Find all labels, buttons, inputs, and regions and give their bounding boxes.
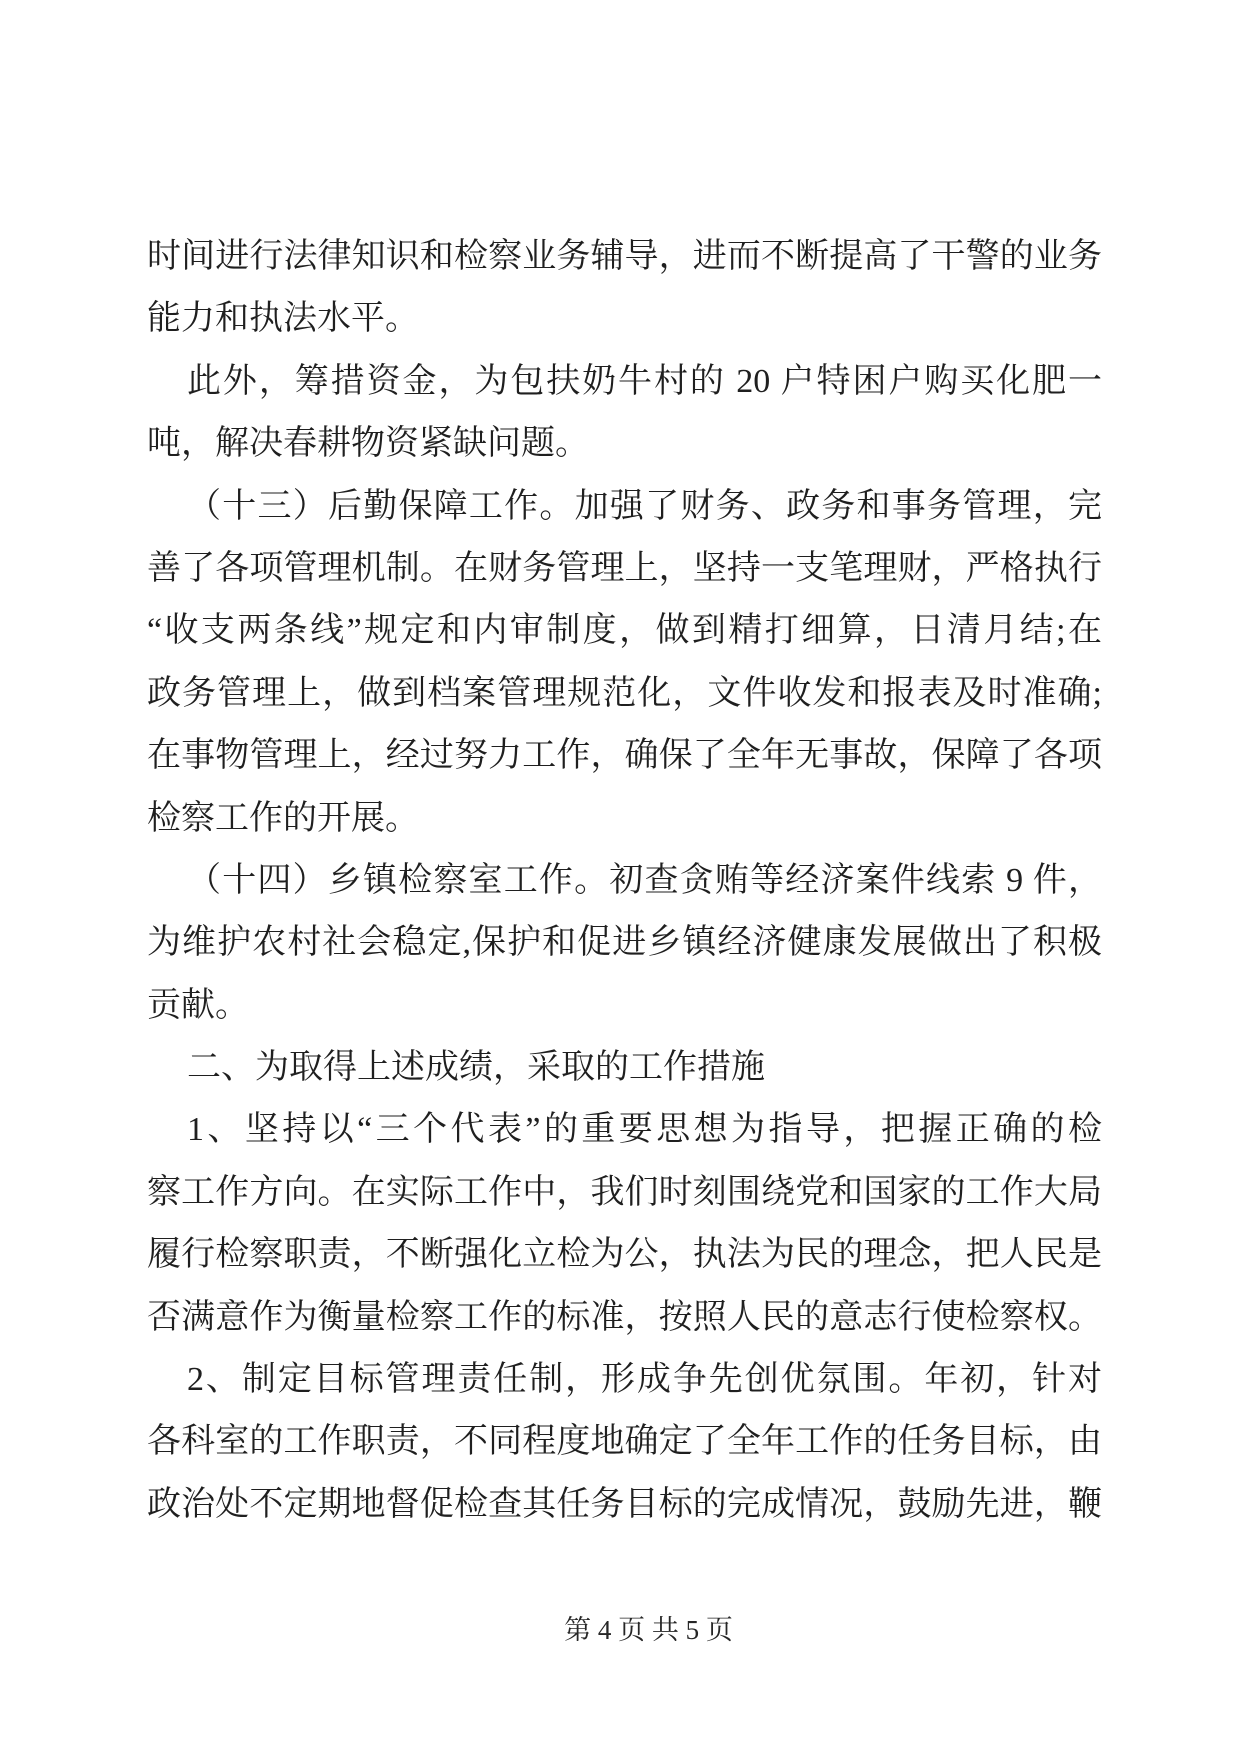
text-line: 贡献。 xyxy=(147,986,249,1024)
text-line: （十三）后勤保障工作。加强了财务、政务和事务管理，完 xyxy=(187,487,1102,525)
text-line: “收支两条线”规定和内审制度，做到精打细算，日清月结;在 xyxy=(147,612,1102,650)
document-body xyxy=(147,226,1102,1536)
page-footer: 第 4 页 共 5 页 xyxy=(564,1615,733,1645)
text-line: 2、制定目标管理责任制，形成争先创优氛围。年初，针对 xyxy=(187,1361,1102,1399)
text-line: 时间进行法律知识和检察业务辅导，进而不断提高了干警的业务 xyxy=(147,238,1102,275)
text-line: 吨，解决春耕物资紧缺问题。 xyxy=(147,425,589,463)
text-line: 检察工作的开展。 xyxy=(147,799,419,837)
text-line: 否满意作为衡量检察工作的标准，按照人民的意志行使检察权。 xyxy=(147,1298,1102,1336)
text-line: 察工作方向。在实际工作中，我们时刻围绕党和国家的工作大局 xyxy=(147,1173,1102,1211)
text-line: 善了各项管理机制。在财务管理上，坚持一支笔理财，严格执行 xyxy=(147,549,1102,587)
text-line: 此外，筹措资金，为包扶奶牛村的 20 户特困户购买化肥一 xyxy=(187,362,1102,400)
text-line: 为维护农村社会稳定,保护和促进乡镇经济健康发展做出了积极 xyxy=(147,924,1102,962)
text-line: 能力和执法水平。 xyxy=(147,300,419,338)
text-line: 各科室的工作职责，不同程度地确定了全年工作的任务目标，由 xyxy=(147,1423,1102,1461)
text-line: 1、坚持以“三个代表”的重要思想为指导，把握正确的检 xyxy=(187,1111,1102,1149)
text-line: 在事物管理上，经过努力工作，确保了全年无事故，保障了各项 xyxy=(147,737,1102,775)
text-line: 政务管理上，做到档案管理规范化，文件收发和报表及时准确; xyxy=(147,674,1102,712)
section-heading-line: 二、为取得上述成绩，采取的工作措施 xyxy=(187,1049,765,1087)
text-line: （十四）乡镇检察室工作。初查贪贿等经济案件线索 9 件， xyxy=(187,861,1102,899)
text-line: 政治处不定期地督促检查其任务目标的完成情况，鼓励先进，鞭 xyxy=(147,1485,1102,1523)
text-line: 履行检察职责，不断强化立检为公，执法为民的理念，把人民是 xyxy=(147,1236,1102,1274)
